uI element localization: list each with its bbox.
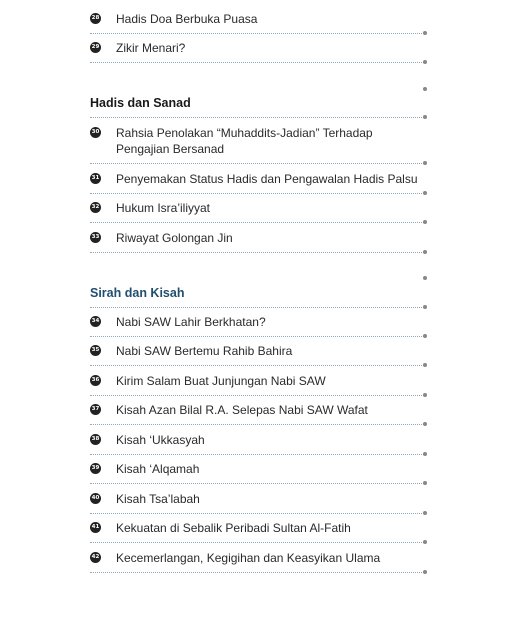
item-number-badge: 35 [90, 345, 101, 356]
toc-item[interactable] [90, 461, 427, 477]
dotted-rule [90, 572, 426, 573]
bullet-dot-icon [423, 540, 427, 544]
toc-item[interactable] [90, 314, 427, 330]
dotted-rule [90, 365, 426, 366]
toc-item-title: Kisah ‘Ukkasyah [116, 433, 205, 447]
bullet-dot-icon [423, 334, 427, 338]
dotted-rule [90, 222, 426, 223]
toc-item[interactable] [90, 40, 427, 56]
toc-item[interactable] [90, 550, 427, 566]
toc-item-title: Zikir Menari? [116, 41, 186, 55]
dotted-rule [90, 307, 426, 308]
bullet-dot-icon [423, 570, 427, 574]
toc-item-title: Kisah Tsa’labah [116, 492, 200, 506]
toc-item[interactable] [90, 11, 427, 27]
dotted-rule [90, 117, 426, 118]
toc-item-title: Hadis Doa Berbuka Puasa [116, 12, 258, 26]
dotted-rule [90, 513, 426, 514]
bullet-dot-icon [423, 220, 427, 224]
item-number-badge: 32 [90, 202, 101, 213]
item-number-badge: 41 [90, 522, 101, 533]
item-number-badge: 33 [90, 232, 101, 243]
item-number-badge: 29 [90, 42, 101, 53]
toc-item-title: Kisah ‘Alqamah [116, 462, 200, 476]
bullet-dot-icon [423, 60, 427, 64]
toc-item-title: Riwayat Golongan Jin [116, 231, 233, 245]
toc-item-title: Rahsia Penolakan “Muhaddits-Jadian” Terhadap Pengajian Bersanad [116, 126, 373, 156]
bullet-dot-icon [423, 87, 427, 91]
dotted-rule [90, 193, 426, 194]
toc-item[interactable] [90, 432, 427, 448]
bullet-dot-icon [423, 305, 427, 309]
toc-item-title: Kirim Salam Buat Junjungan Nabi SAW [116, 374, 326, 388]
bullet-dot-icon [423, 191, 427, 195]
bullet-dot-icon [423, 161, 427, 165]
bullet-dot-icon [423, 481, 427, 485]
toc-item[interactable] [90, 125, 427, 157]
dotted-rule [90, 62, 426, 63]
dotted-rule [90, 336, 426, 337]
dotted-rule [90, 395, 426, 396]
toc-item[interactable] [90, 200, 427, 216]
dotted-rule [90, 33, 426, 34]
toc-item[interactable] [90, 402, 427, 418]
toc-item-title: Kisah Azan Bilal R.A. Selepas Nabi SAW Wafat [116, 403, 368, 417]
toc-item[interactable] [90, 343, 427, 359]
toc-item-title: Penyemakan Status Hadis dan Pengawalan Hadis Palsu [116, 172, 418, 186]
dotted-rule [90, 424, 426, 425]
toc-item[interactable] [90, 171, 427, 187]
bullet-dot-icon [423, 276, 427, 280]
toc-item[interactable] [90, 520, 427, 536]
bullet-dot-icon [423, 250, 427, 254]
dotted-rule [90, 483, 426, 484]
item-number-badge: 30 [90, 127, 101, 138]
toc-item-title: Nabi SAW Bertemu Rahib Bahira [116, 344, 293, 358]
bullet-dot-icon [423, 511, 427, 515]
bullet-dot-icon [423, 363, 427, 367]
toc-item[interactable] [90, 373, 427, 389]
section-heading: Hadis dan Sanad [90, 96, 191, 110]
dotted-rule [90, 163, 426, 164]
item-number-badge: 37 [90, 404, 101, 415]
bullet-dot-icon [423, 115, 427, 119]
toc-item-title: Kecemerlangan, Kegigihan dan Keasyikan Ulama [116, 551, 381, 565]
item-number-badge: 34 [90, 316, 101, 327]
dotted-rule [90, 454, 426, 455]
bullet-dot-icon [423, 31, 427, 35]
dotted-rule [90, 542, 426, 543]
toc-item-title: Kekuatan di Sebalik Peribadi Sultan Al-Fatih [116, 521, 351, 535]
toc-item-title: Hukum Isra’iliyyat [116, 201, 211, 215]
item-number-badge: 38 [90, 434, 101, 445]
toc-item[interactable] [90, 230, 427, 246]
dotted-rule [90, 252, 426, 253]
bullet-dot-icon [423, 452, 427, 456]
toc-item-title: Nabi SAW Lahir Berkhatan? [116, 315, 266, 329]
section-heading: Sirah dan Kisah [90, 286, 185, 300]
item-number-badge: 28 [90, 13, 101, 24]
bullet-dot-icon [423, 393, 427, 397]
item-number-badge: 42 [90, 552, 101, 563]
item-number-badge: 39 [90, 463, 101, 474]
item-number-badge: 40 [90, 493, 101, 504]
toc-item[interactable] [90, 491, 427, 507]
bullet-dot-icon [423, 422, 427, 426]
item-number-badge: 36 [90, 375, 101, 386]
item-number-badge: 31 [90, 173, 101, 184]
